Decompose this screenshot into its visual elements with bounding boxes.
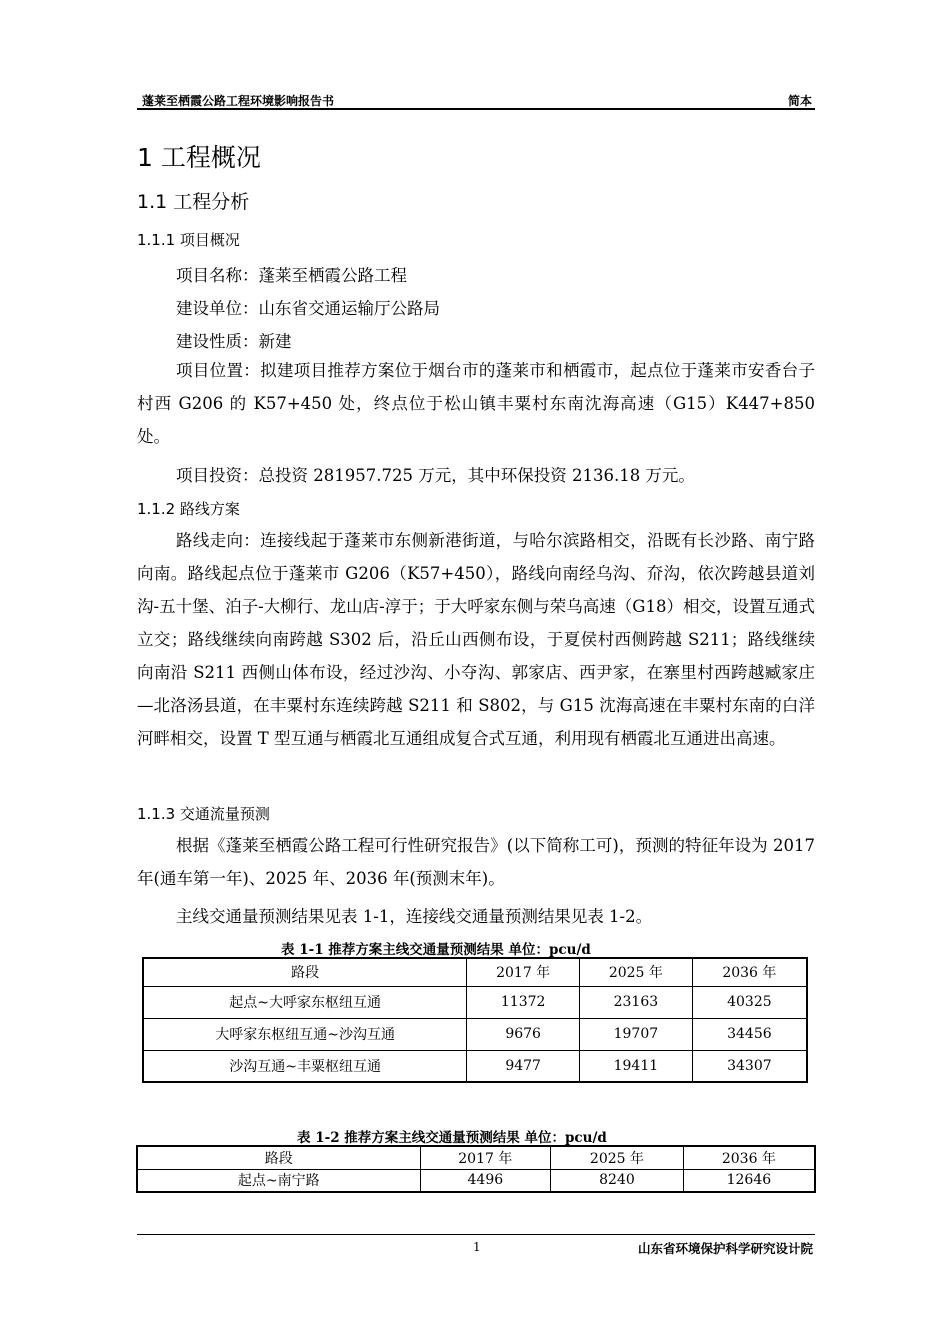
table-cell: 4496 xyxy=(420,1169,551,1192)
header-cell: 2017 年 xyxy=(467,958,580,986)
table-cell: 19411 xyxy=(580,1050,693,1082)
table-row xyxy=(143,1018,807,1050)
table-1-2-caption: 表 1-2 推荐方案主线交通量预测结果 单位：pcu/d xyxy=(297,1130,607,1146)
table-cell: 11372 xyxy=(467,986,580,1018)
project-investment: 项目投资：总投资 281957.725 万元，其中环保投资 2136.18 万元。 xyxy=(176,466,695,485)
table-cell: 起点~大呼家东枢纽互通 xyxy=(143,986,467,1018)
table-row xyxy=(137,1169,815,1192)
table-header-row xyxy=(143,958,807,986)
project-location: 项目位置：拟建项目推荐方案位于烟台市的蓬莱市和栖霞市，起点位于蓬莱市安香台子村西 G206 的 K57+450 处，终点位于松山镇丰粟村东南沈海高速（G15）K447+850 处。 xyxy=(137,361,815,446)
table-row xyxy=(143,986,807,1018)
table-cell: 12646 xyxy=(683,1169,815,1192)
traffic-paragraph-1: 根据《蓬莱至栖霞公路工程可行性研究报告》(以下简称工可)，预测的特征年设为 2017 年(通车第一年)、2025 年、2036 年(预测末年)。 xyxy=(137,836,815,888)
table-cell: 9477 xyxy=(467,1050,580,1082)
table-header-row xyxy=(137,1146,815,1169)
footer-organization: 山东省环境保护科学研究设计院 xyxy=(637,1241,813,1256)
table-cell: 23163 xyxy=(580,986,693,1018)
chapter-title: 1 工程概况 xyxy=(137,143,261,172)
header-cell: 路段 xyxy=(143,958,467,986)
section-title: 1.1 工程分析 xyxy=(137,191,250,213)
header-version: 简本 xyxy=(787,94,812,108)
page-number: 1 xyxy=(473,1240,481,1254)
header-cell: 2025 年 xyxy=(580,958,693,986)
project-unit: 建设单位：山东省交通运输厅公路局 xyxy=(176,299,440,318)
project-name: 项目名称：蓬莱至栖霞公路工程 xyxy=(176,266,407,285)
table-1-1 xyxy=(142,957,808,1083)
project-nature: 建设性质：新建 xyxy=(176,332,292,351)
header-cell: 路段 xyxy=(137,1146,420,1169)
table-cell: 40325 xyxy=(692,986,807,1018)
table-cell: 起点~南宁路 xyxy=(137,1169,420,1192)
traffic-paragraph-2: 主线交通量预测结果见表 1-1，连接线交通量预测结果见表 1-2。 xyxy=(176,907,653,926)
table-cell: 8240 xyxy=(551,1169,684,1192)
table-cell: 大呼家东枢纽互通~沙沟互通 xyxy=(143,1018,467,1050)
table-cell: 19707 xyxy=(580,1018,693,1050)
header-cell: 2036 年 xyxy=(692,958,807,986)
header-cell: 2025 年 xyxy=(551,1146,684,1169)
header-title: 蓬莱至栖霞公路工程环境影响报告书 xyxy=(142,94,335,108)
table-cell: 9676 xyxy=(467,1018,580,1050)
header-cell: 2017 年 xyxy=(420,1146,551,1169)
table-row xyxy=(143,1050,807,1082)
table-cell: 34307 xyxy=(692,1050,807,1082)
table-1-2 xyxy=(136,1145,816,1193)
subsection-title-1-1-3: 1.1.3 交通流量预测 xyxy=(137,805,270,823)
table-1-1-caption: 表 1-1 推荐方案主线交通量预测结果 单位：pcu/d xyxy=(281,942,591,958)
table-cell: 沙沟互通~丰粟枢纽互通 xyxy=(143,1050,467,1082)
route-description: 路线走向：连接线起于蓬莱市东侧新港街道，与哈尔滨路相交，沿既有长沙路、南宁路向南。路线起点位于蓬莱市 G206（K57+450），路线向南经乌沟、夼沟，依次跨越县道刘沟-五十堡、泊子-大柳行、龙山店-淳于；于大呼家东侧与荣乌高速（G18）相交，设置互通式立交；路线继续向南跨越 S302 后，沿丘山西侧布设，于夏侯村西侧跨越 S211；路线继续向南沿 S211 西侧山体布设，经过沙沟、小夺沟、郭家店、西尹家，在寨里村西跨越臧家庄—北洛汤县道，在丰粟村东连续跨越 S211 和 S802，与 G15 沈海高速在丰粟村东南的白洋河畔相交，设置 T 型互通与栖霞北互通组成复合式互通，利用现有栖霞北互通进出高速。 xyxy=(137,531,815,748)
subsection-title-1-1-1: 1.1.1 项目概况 xyxy=(137,231,240,249)
table-cell: 34456 xyxy=(692,1018,807,1050)
subsection-title-1-1-2: 1.1.2 路线方案 xyxy=(137,500,240,518)
page-footer xyxy=(137,1234,815,1256)
header-cell: 2036 年 xyxy=(683,1146,815,1169)
page-header xyxy=(137,90,815,110)
